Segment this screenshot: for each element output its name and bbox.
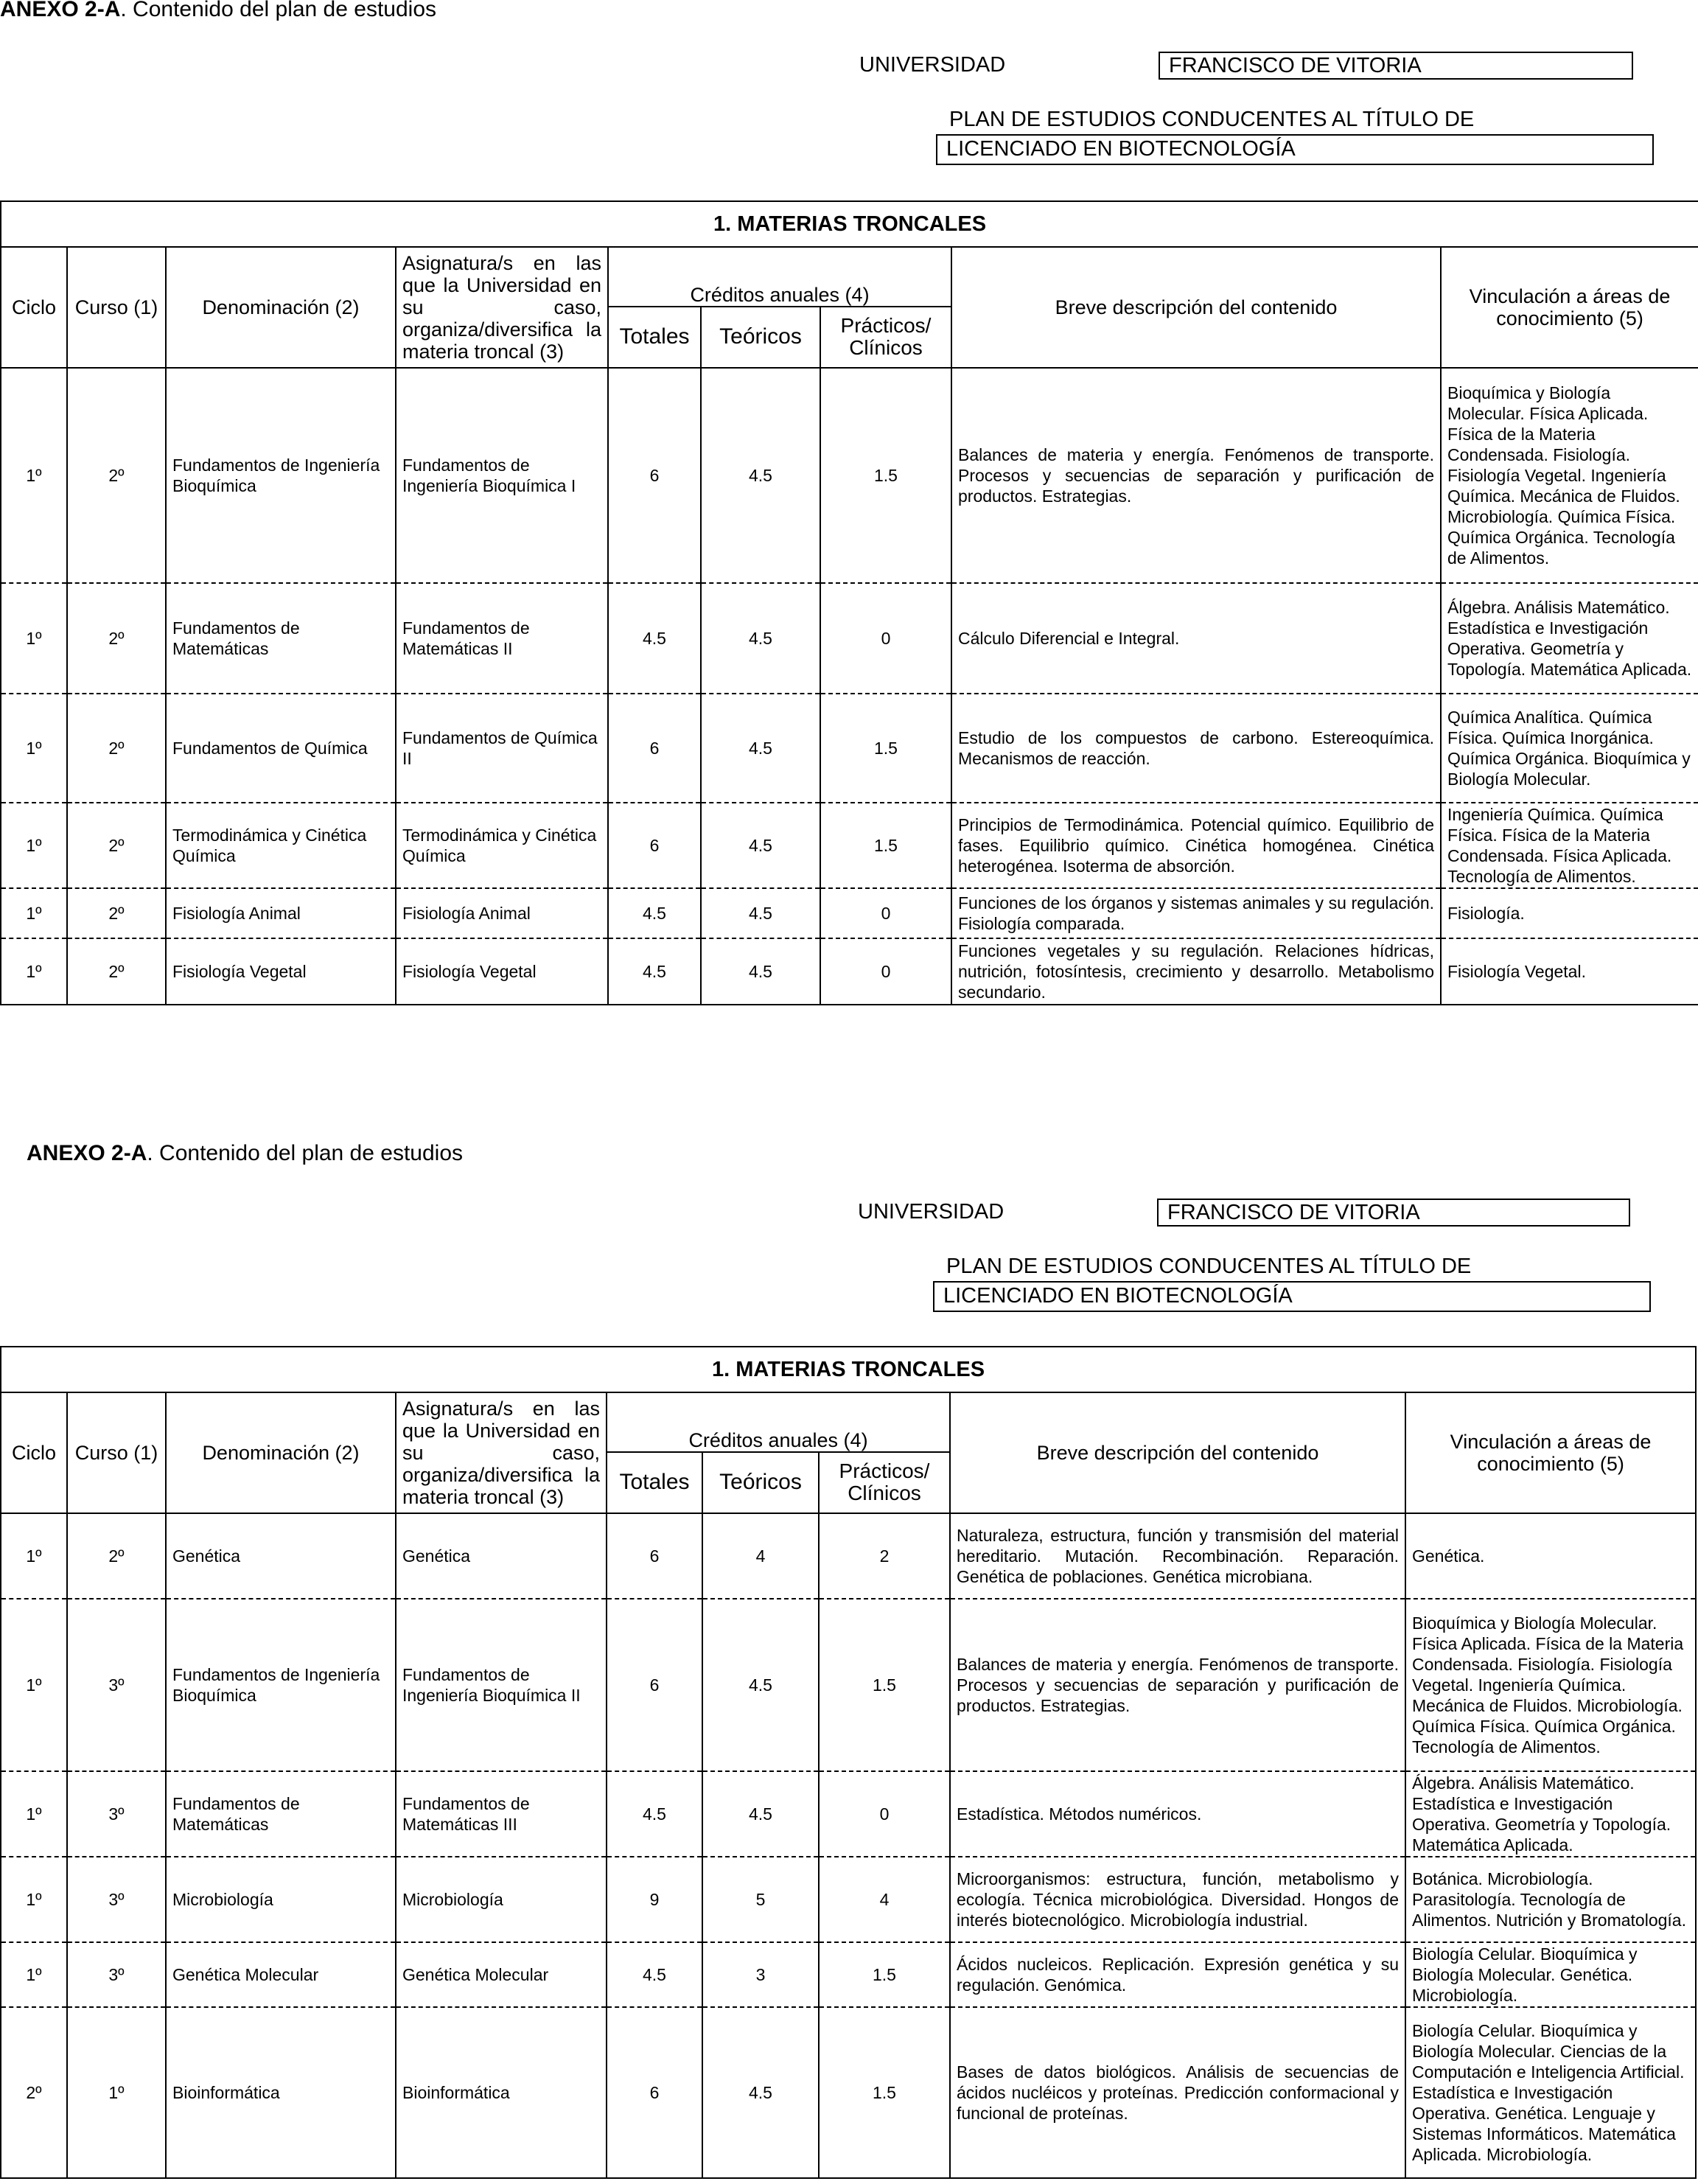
table-row [1, 803, 1698, 888]
denominacion-cell: Fundamentos de Ingeniería Bioquímica [166, 368, 396, 583]
col-creditos: Créditos anuales (4) [608, 247, 951, 307]
totales-cell: 4.5 [608, 938, 701, 1005]
col-practicos: Prácticos/ Clínicos [820, 307, 951, 368]
vinculacion-cell: Bioquímica y Biología Molecular. Física Aplicada. Física de la Materia Condensada. Fisiología. Fisiología Vegetal. Ingeniería Química. Mecánica de Fluidos. Microbiología. Química Física. Química Orgánica. Tecnología de Alimentos. [1405, 1599, 1696, 1771]
practicos-cell: 0 [820, 583, 951, 694]
table-row [1, 1599, 1696, 1771]
col-curso: Curso (1) [67, 1392, 166, 1513]
practicos-cell: 1.5 [820, 368, 951, 583]
curso-cell: 1º [67, 2007, 166, 2178]
col-vinculacion: Vinculación a áreas de conocimiento (5) [1441, 247, 1698, 368]
table-row [1, 1771, 1696, 1857]
descripcion-cell: Microorganismos: estructura, función, metabolismo y ecología. Técnica microbiológica. Diversidad. Hongos de interés biotecnológico. Microbiología industrial. [950, 1857, 1405, 1942]
table-body [1, 1513, 1696, 2178]
practicos-cell: 0 [819, 1771, 950, 1857]
col-ciclo: Ciclo [1, 1392, 67, 1513]
asignatura-cell: Fundamentos de Matemáticas III [396, 1771, 607, 1857]
totales-cell: 4.5 [607, 1771, 702, 1857]
col-vinculacion: Vinculación a áreas de conocimiento (5) [1405, 1392, 1696, 1513]
col-descripcion: Breve descripción del contenido [950, 1392, 1405, 1513]
ciclo-cell: 2º [1, 2007, 67, 2178]
ciclo-cell: 1º [1, 1513, 67, 1599]
degree-title-field: LICENCIADO EN BIOTECNOLOGÍA [936, 134, 1654, 165]
col-totales: Totales [608, 307, 701, 368]
totales-cell: 6 [608, 803, 701, 888]
ciclo-cell: 1º [1, 583, 67, 694]
col-ciclo: Ciclo [1, 247, 67, 368]
col-creditos: Créditos anuales (4) [607, 1392, 950, 1452]
university-label: UNIVERSIDAD [858, 1200, 1005, 1224]
col-denominacion: Denominación (2) [166, 247, 396, 368]
ciclo-cell: 1º [1, 938, 67, 1005]
vinculacion-cell: Genética. [1405, 1513, 1696, 1599]
table-row [1, 1513, 1696, 1599]
curso-cell: 2º [67, 583, 166, 694]
totales-cell: 6 [608, 694, 701, 803]
totales-cell: 9 [607, 1857, 702, 1942]
table-body [1, 368, 1698, 1005]
table-row [1, 694, 1698, 803]
table-row [1, 1857, 1696, 1942]
ciclo-cell: 1º [1, 803, 67, 888]
table-row [1, 888, 1698, 938]
curso-cell: 3º [67, 1771, 166, 1857]
asignatura-cell: Microbiología [396, 1857, 607, 1942]
asignatura-cell: Fisiología Vegetal [396, 938, 608, 1005]
curso-cell: 3º [67, 1857, 166, 1942]
denominacion-cell: Fisiología Vegetal [166, 938, 396, 1005]
annex-heading-bold: ANEXO 2-A [27, 1141, 147, 1165]
table-row [1, 1942, 1696, 2007]
denominacion-cell: Fundamentos de Matemáticas [166, 583, 396, 694]
vinculacion-cell: Álgebra. Análisis Matemático. Estadística e Investigación Operativa. Geometría y Topología. Matemática Aplicada. [1405, 1771, 1696, 1857]
teoricos-cell: 4.5 [701, 938, 820, 1005]
asignatura-cell: Genética Molecular [396, 1942, 607, 2007]
ciclo-cell: 1º [1, 1857, 67, 1942]
teoricos-cell: 4.5 [702, 2007, 819, 2178]
plan-label: PLAN DE ESTUDIOS CONDUCENTES AL TÍTULO DE [946, 1255, 1472, 1278]
denominacion-cell: Fundamentos de Matemáticas [166, 1771, 396, 1857]
vinculacion-cell: Bioquímica y Biología Molecular. Física Aplicada. Física de la Materia Condensada. Fisiología. Fisiología Vegetal. Ingeniería Química. Mecánica de Fluidos. Microbiología. Química Física. Química Orgánica. Tecnología de Alimentos. [1441, 368, 1698, 583]
denominacion-cell: Genética Molecular [166, 1942, 396, 2007]
troncales-table [0, 200, 1698, 1005]
table-title: 1. MATERIAS TRONCALES [1, 201, 1698, 247]
vinculacion-cell: Fisiología. [1441, 888, 1698, 938]
practicos-cell: 0 [820, 938, 951, 1005]
denominacion-cell: Fundamentos de Ingeniería Bioquímica [166, 1599, 396, 1771]
annex-section-2 [0, 1141, 1698, 2184]
asignatura-cell: Fisiología Animal [396, 888, 608, 938]
teoricos-cell: 4.5 [702, 1599, 819, 1771]
teoricos-cell: 4.5 [701, 694, 820, 803]
practicos-cell: 4 [819, 1857, 950, 1942]
practicos-cell: 2 [819, 1513, 950, 1599]
col-descripcion: Breve descripción del contenido [951, 247, 1441, 368]
vinculacion-cell: Biología Celular. Bioquímica y Biología Molecular. Genética. Microbiología. [1405, 1942, 1696, 2007]
table-row [1, 938, 1698, 1005]
plan-label: PLAN DE ESTUDIOS CONDUCENTES AL TÍTULO DE [949, 108, 1475, 131]
annex-heading [27, 1141, 463, 1166]
totales-cell: 6 [607, 2007, 702, 2178]
annex-heading-text: . Contenido del plan de estudios [147, 1141, 464, 1165]
ciclo-cell: 1º [1, 1599, 67, 1771]
asignatura-cell: Bioinformática [396, 2007, 607, 2178]
vinculacion-cell: Botánica. Microbiología. Parasitología. Tecnología de Alimentos. Nutrición y Bromatología. [1405, 1857, 1696, 1942]
col-totales: Totales [607, 1452, 702, 1513]
curso-cell: 3º [67, 1942, 166, 2007]
totales-cell: 4.5 [607, 1942, 702, 2007]
descripcion-cell: Funciones vegetales y su regulación. Relaciones hídricas, nutrición, fotosíntesis, crecimiento y desarrollo. Metabolismo secundario. [951, 938, 1441, 1005]
descripcion-cell: Estadística. Métodos numéricos. [950, 1771, 1405, 1857]
troncales-table [0, 1346, 1697, 2179]
totales-cell: 6 [608, 368, 701, 583]
totales-cell: 6 [607, 1513, 702, 1599]
descripcion-cell: Naturaleza, estructura, función y transmisión del material hereditario. Mutación. Recombinación. Reparación. Genética de poblaciones. Genética microbiana. [950, 1513, 1405, 1599]
denominacion-cell: Fisiología Animal [166, 888, 396, 938]
totales-cell: 4.5 [608, 583, 701, 694]
teoricos-cell: 4.5 [702, 1771, 819, 1857]
asignatura-cell: Fundamentos de Química II [396, 694, 608, 803]
curso-cell: 2º [67, 1513, 166, 1599]
denominacion-cell: Fundamentos de Química [166, 694, 396, 803]
university-field: FRANCISCO DE VITORIA [1159, 52, 1633, 80]
vinculacion-cell: Biología Celular. Bioquímica y Biología Molecular. Ciencias de la Computación e Inteligencia Artificial. Estadística e Investigación Operativa. Genética. Lenguaje y Sistemas Informáticos. Matemática Aplicada. Microbiología. [1405, 2007, 1696, 2178]
teoricos-cell: 4 [702, 1513, 819, 1599]
denominacion-cell: Termodinámica y Cinética Química [166, 803, 396, 888]
teoricos-cell: 3 [702, 1942, 819, 2007]
descripcion-cell: Bases de datos biológicos. Análisis de secuencias de ácidos nucléicos y proteínas. Predicción conformacional y funcional de proteínas. [950, 2007, 1405, 2178]
practicos-cell: 1.5 [819, 1599, 950, 1771]
col-teoricos: Teóricos [702, 1452, 819, 1513]
denominacion-cell: Genética [166, 1513, 396, 1599]
curso-cell: 2º [67, 888, 166, 938]
col-teoricos: Teóricos [701, 307, 820, 368]
totales-cell: 4.5 [608, 888, 701, 938]
practicos-cell: 0 [820, 888, 951, 938]
curso-cell: 3º [67, 1599, 166, 1771]
vinculacion-cell: Álgebra. Análisis Matemático. Estadística e Investigación Operativa. Geometría y Topología. Matemática Aplicada. [1441, 583, 1698, 694]
teoricos-cell: 4.5 [701, 803, 820, 888]
col-denominacion: Denominación (2) [166, 1392, 396, 1513]
degree-title-field: LICENCIADO EN BIOTECNOLOGÍA [933, 1281, 1651, 1312]
descripcion-cell: Balances de materia y energía. Fenómenos de transporte. Procesos y secuencias de separación y purificación de productos. Estrategias. [951, 368, 1441, 583]
university-label: UNIVERSIDAD [859, 53, 1006, 77]
descripcion-cell: Principios de Termodinámica. Potencial químico. Equilibrio de fases. Equilibrio químico. Cinética homogénea. Cinética heterogénea. Isoterma de absorción. [951, 803, 1441, 888]
asignatura-cell: Genética [396, 1513, 607, 1599]
practicos-cell: 1.5 [819, 2007, 950, 2178]
university-field: FRANCISCO DE VITORIA [1157, 1199, 1630, 1227]
ciclo-cell: 1º [1, 1942, 67, 2007]
descripcion-cell: Balances de materia y energía. Fenómenos de transporte. Procesos y secuencias de separación y purificación de productos. Estrategias. [950, 1599, 1405, 1771]
descripcion-cell: Ácidos nucleicos. Replicación. Expresión genética y su regulación. Genómica. [950, 1942, 1405, 2007]
ciclo-cell: 1º [1, 694, 67, 803]
teoricos-cell: 4.5 [701, 888, 820, 938]
practicos-cell: 1.5 [820, 803, 951, 888]
annex-heading-bold: ANEXO 2-A [0, 0, 121, 21]
descripcion-cell: Cálculo Diferencial e Integral. [951, 583, 1441, 694]
table-row [1, 583, 1698, 694]
denominacion-cell: Microbiología [166, 1857, 396, 1942]
vinculacion-cell: Ingeniería Química. Química Física. Física de la Materia Condensada. Física Aplicada. Tecnología de Alimentos. [1441, 803, 1698, 888]
annex-section-1 [0, 0, 1698, 1002]
teoricos-cell: 4.5 [701, 583, 820, 694]
vinculacion-cell: Fisiología Vegetal. [1441, 938, 1698, 1005]
col-asignatura: Asignatura/s en las que la Universidad en su caso, organiza/diversifica la materia troncal (3) [396, 247, 608, 368]
ciclo-cell: 1º [1, 888, 67, 938]
table-row [1, 368, 1698, 583]
descripcion-cell: Funciones de los órganos y sistemas animales y su regulación. Fisiología comparada. [951, 888, 1441, 938]
descripcion-cell: Estudio de los compuestos de carbono. Estereoquímica. Mecanismos de reacción. [951, 694, 1441, 803]
col-asignatura: Asignatura/s en las que la Universidad en su caso, organiza/diversifica la materia troncal (3) [396, 1392, 607, 1513]
asignatura-cell: Fundamentos de Ingeniería Bioquímica I [396, 368, 608, 583]
asignatura-cell: Termodinámica y Cinética Química [396, 803, 608, 888]
asignatura-cell: Fundamentos de Matemáticas II [396, 583, 608, 694]
table-row [1, 2007, 1696, 2178]
asignatura-cell: Fundamentos de Ingeniería Bioquímica II [396, 1599, 607, 1771]
vinculacion-cell: Química Analítica. Química Física. Química Inorgánica. Química Orgánica. Bioquímica y Biología Molecular. [1441, 694, 1698, 803]
curso-cell: 2º [67, 694, 166, 803]
practicos-cell: 1.5 [819, 1942, 950, 2007]
totales-cell: 6 [607, 1599, 702, 1771]
col-practicos: Prácticos/ Clínicos [819, 1452, 950, 1513]
annex-heading [0, 0, 436, 22]
annex-heading-text: . Contenido del plan de estudios [120, 0, 437, 21]
curso-cell: 2º [67, 368, 166, 583]
ciclo-cell: 1º [1, 368, 67, 583]
practicos-cell: 1.5 [820, 694, 951, 803]
curso-cell: 2º [67, 803, 166, 888]
curso-cell: 2º [67, 938, 166, 1005]
denominacion-cell: Bioinformática [166, 2007, 396, 2178]
teoricos-cell: 4.5 [701, 368, 820, 583]
ciclo-cell: 1º [1, 1771, 67, 1857]
teoricos-cell: 5 [702, 1857, 819, 1942]
table-title: 1. MATERIAS TRONCALES [1, 1347, 1696, 1392]
col-curso: Curso (1) [67, 247, 166, 368]
